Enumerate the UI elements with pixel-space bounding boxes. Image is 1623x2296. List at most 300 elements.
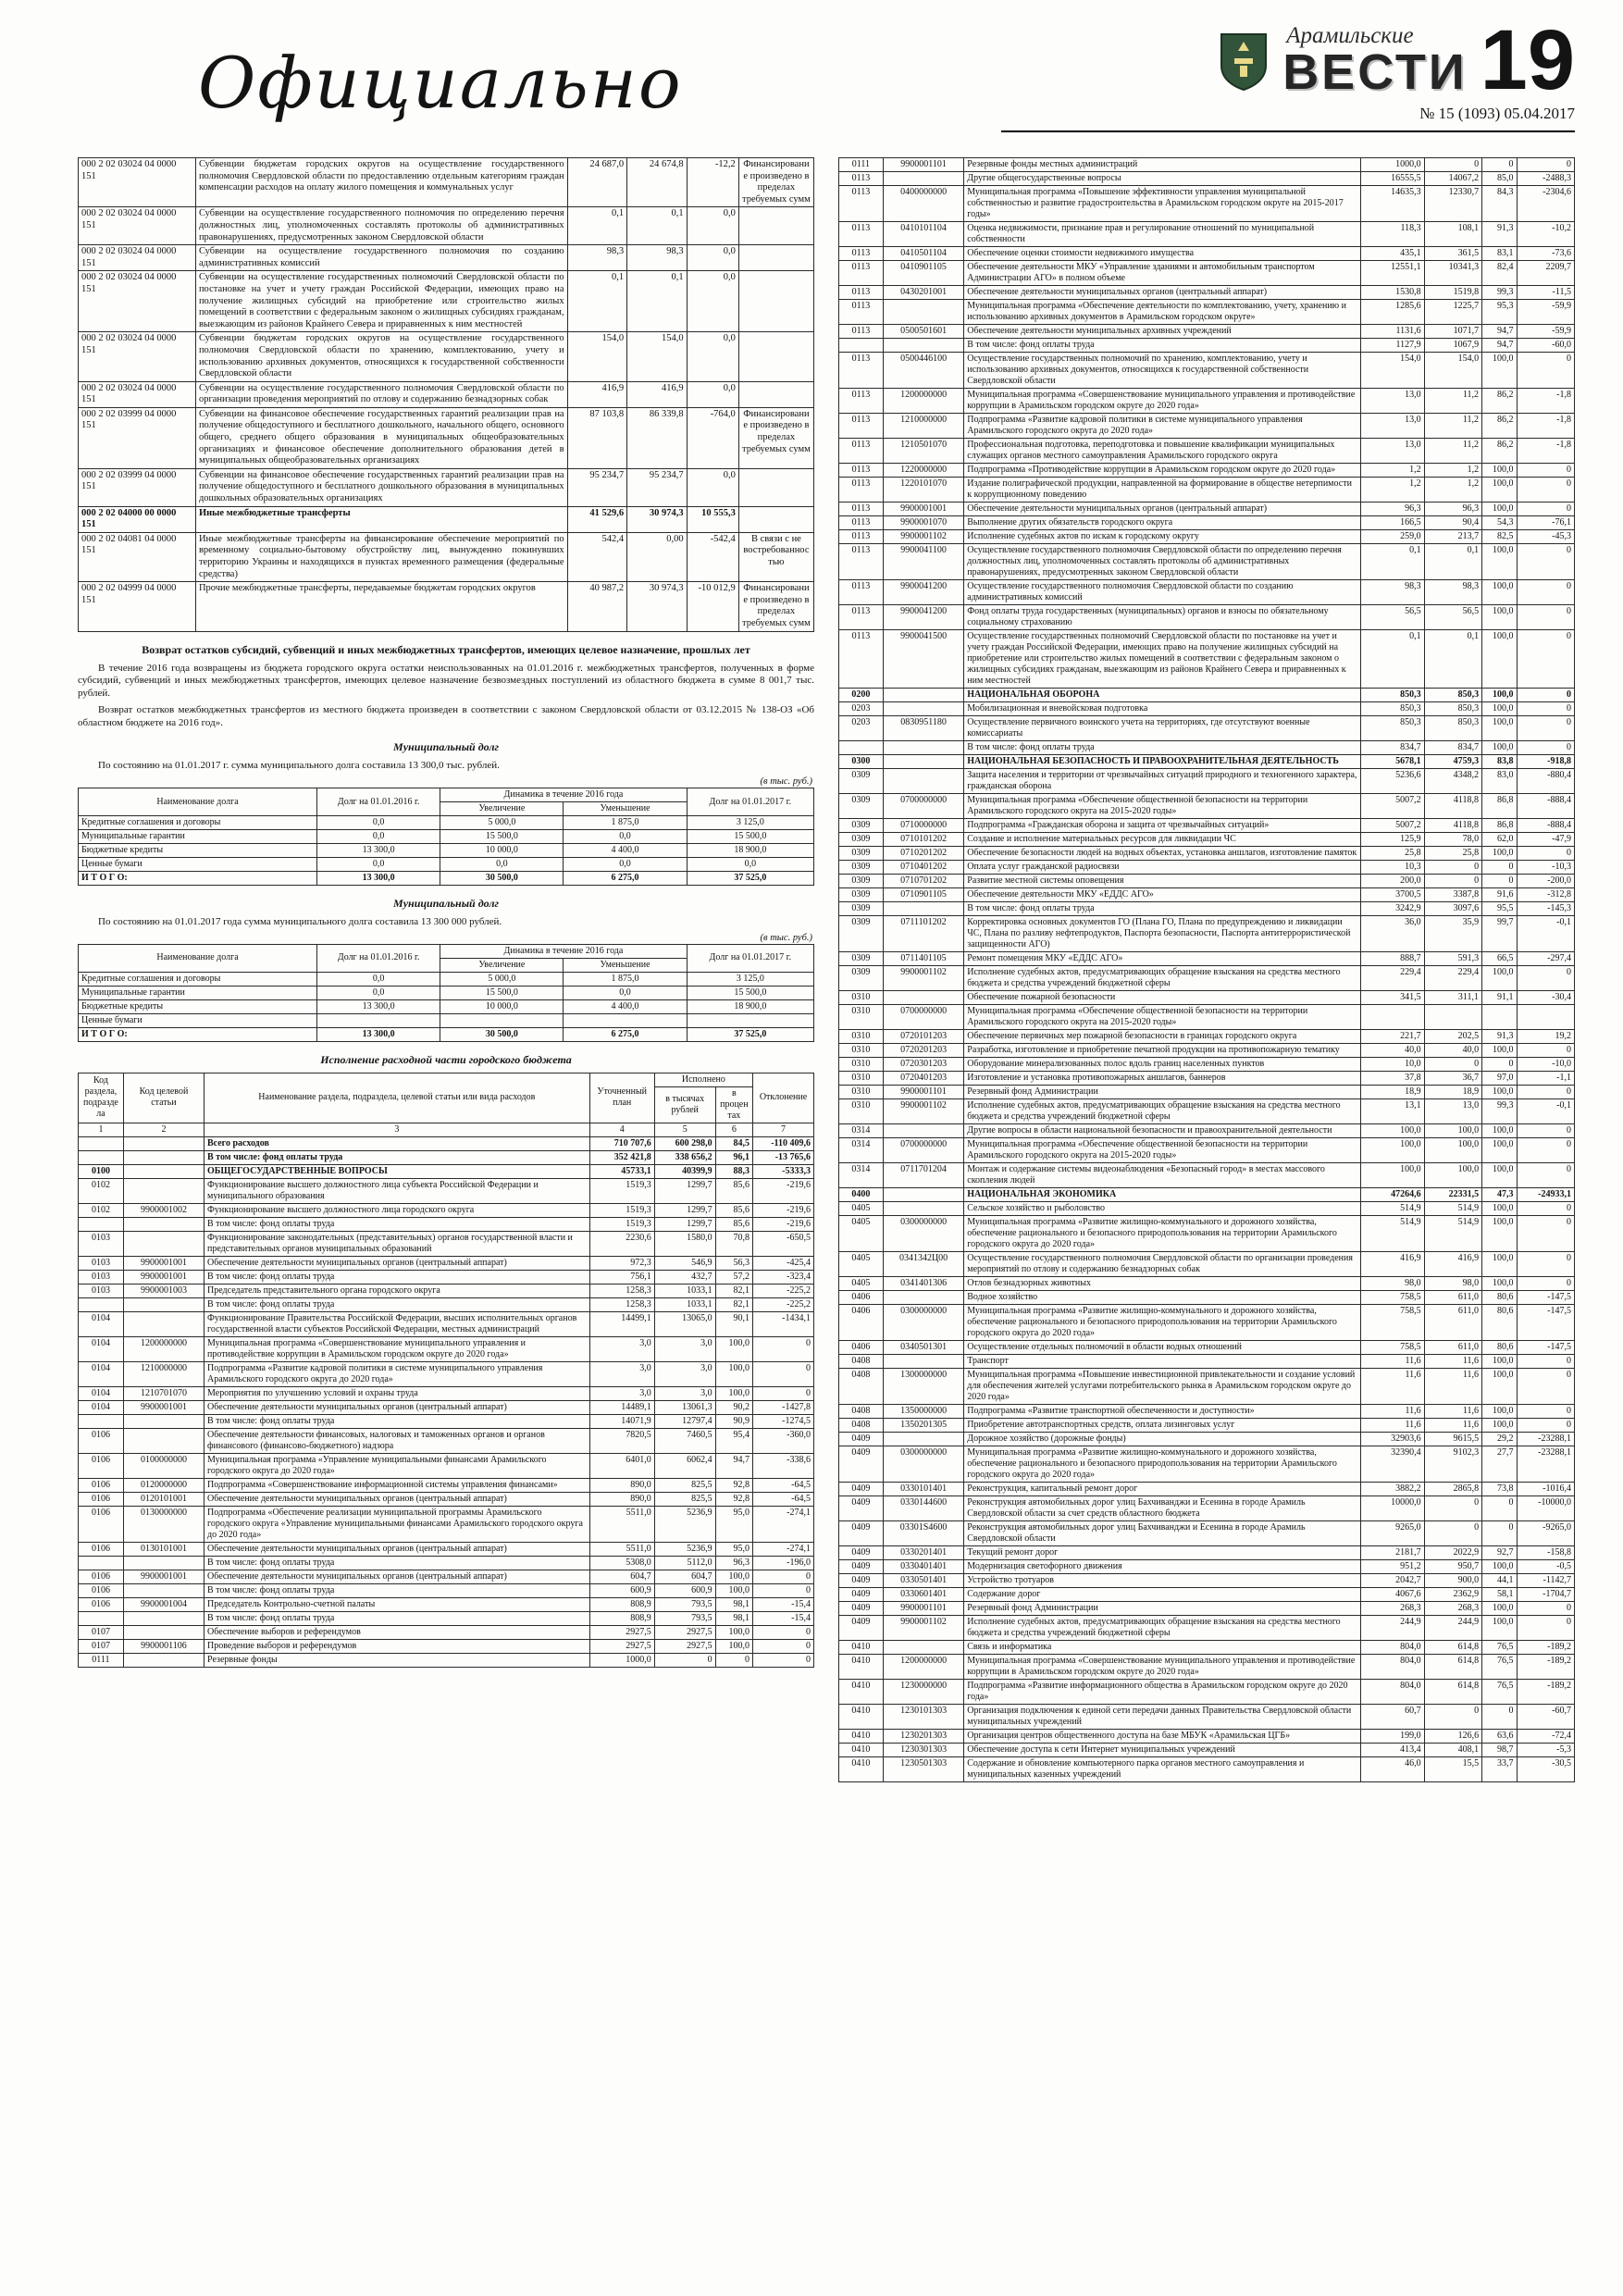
table-cell: 0100 — [79, 1164, 124, 1178]
table-cell: 40,0 — [1424, 1044, 1481, 1058]
table-cell: Муниципальная программа «Обеспечение общественной безопасности на территории Арамильского городского округа на 2015-2020 годы» — [964, 794, 1361, 819]
table-cell: 2209,7 — [1517, 261, 1574, 286]
table-cell: В том числе: фонд оплаты труда — [964, 741, 1361, 755]
table-cell: 91,3 — [1482, 1030, 1517, 1044]
table-cell: Всего расходов — [204, 1136, 590, 1150]
table-cell: 435,1 — [1360, 247, 1424, 261]
table-row — [79, 158, 814, 207]
table-cell: 37 525,0 — [687, 872, 813, 886]
table-cell: Организация центров общественного доступа на базе МБУК «Арамильская ЦГБ» — [964, 1730, 1361, 1744]
table-cell: 100,0 — [1482, 1277, 1517, 1291]
table-cell — [883, 1291, 963, 1305]
table-cell: 58,1 — [1482, 1588, 1517, 1602]
table-cell: 100,0 — [1482, 1419, 1517, 1433]
table-cell: 100,0 — [1482, 630, 1517, 689]
table-cell: 63,6 — [1482, 1730, 1517, 1744]
table-row — [839, 1496, 1575, 1521]
table-cell: Проведение выборов и референдумов — [204, 1639, 590, 1653]
table-cell: Обеспечение деятельности муниципальных органов (центральный аппарат) — [204, 1542, 590, 1556]
table-row — [79, 830, 814, 844]
table-cell: 47264,6 — [1360, 1188, 1424, 1202]
table-cell: 15,5 — [1424, 1757, 1481, 1782]
table-cell: 341,5 — [1360, 991, 1424, 1005]
table-row — [79, 1583, 814, 1597]
table-cell: 4118,8 — [1424, 794, 1481, 819]
table-row — [839, 916, 1575, 952]
table-row — [839, 247, 1575, 261]
table-cell: 600,9 — [589, 1583, 654, 1597]
table-cell: 0 — [1482, 158, 1517, 172]
table-cell: -110 409,6 — [753, 1136, 814, 1150]
table-cell: 76,5 — [1482, 1680, 1517, 1705]
table-cell: 0203 — [839, 716, 884, 741]
table-cell: 2181,7 — [1360, 1546, 1424, 1560]
table-cell: 0410101104 — [883, 222, 963, 247]
table-cell: 793,5 — [654, 1597, 715, 1611]
table-cell: Развитие местной системы оповещения — [964, 875, 1361, 888]
table-cell: 0 — [1482, 1705, 1517, 1730]
table-cell: 0 — [1517, 1369, 1574, 1405]
table-cell: 0,1 — [627, 271, 688, 332]
table-cell: 604,7 — [654, 1570, 715, 1583]
table-cell: 86,8 — [1482, 794, 1517, 819]
table-cell: 100,0 — [1482, 702, 1517, 716]
left-column — [78, 157, 814, 1782]
table-cell: 95,0 — [715, 1506, 752, 1542]
table-cell — [883, 1433, 963, 1446]
table-cell — [738, 506, 813, 532]
table-row — [79, 999, 814, 1013]
table-cell: 972,3 — [589, 1256, 654, 1270]
table-cell: 1 875,0 — [564, 972, 687, 986]
table-cell: 1210701070 — [123, 1386, 204, 1400]
table-cell: Обеспечение деятельности МКУ «ЕДДС АГО» — [964, 888, 1361, 902]
table-cell: 11,2 — [1424, 389, 1481, 414]
table-row — [79, 1428, 814, 1453]
table-cell: 15 500,0 — [440, 830, 564, 844]
table-cell: 888,7 — [1360, 952, 1424, 966]
table-cell: 0710000000 — [883, 819, 963, 833]
table-cell: 0409 — [839, 1433, 884, 1446]
table-row — [79, 872, 814, 886]
table-cell: 3,0 — [654, 1361, 715, 1386]
table-cell: Обеспечение деятельности МКУ «Управление зданиями и автомобильным транспортом Администрации АГО» в полном объеме — [964, 261, 1361, 286]
table-cell: 100,0 — [1482, 503, 1517, 516]
table-cell: Изготовление и установка противопожарных аншлагов, баннеров — [964, 1072, 1361, 1086]
table-cell: 951,2 — [1360, 1560, 1424, 1574]
table-cell: 100,0 — [1424, 1138, 1481, 1163]
debt1-intro: По состоянию на 01.01.2017 г. сумма муниципального долга составила 13 300,0 тыс. рублей. — [98, 760, 500, 772]
table-cell: Обеспечение деятельности муниципальных органов (центральный аппарат) — [204, 1256, 590, 1270]
table-cell: 40,0 — [1360, 1044, 1424, 1058]
table-cell: 1220101070 — [883, 478, 963, 503]
table-cell: 0710901105 — [883, 888, 963, 902]
table-cell: 0,1 — [627, 207, 688, 245]
table-cell: 0120000000 — [123, 1478, 204, 1492]
table-cell: -147,5 — [1517, 1305, 1574, 1341]
table-cell: 1519,3 — [589, 1203, 654, 1217]
table-row — [79, 207, 814, 245]
table-cell: ОБЩЕГОСУДАРСТВЕННЫЕ ВОПРОСЫ — [204, 1164, 590, 1178]
table-cell: 94,7 — [715, 1453, 752, 1478]
table-cell: 614,8 — [1424, 1641, 1481, 1655]
table-cell: 1220000000 — [883, 464, 963, 478]
table-row — [839, 1705, 1575, 1730]
table-row — [79, 1284, 814, 1297]
table-cell: Фонд оплаты труда государственных (муниципальных) органов и взносы по обязательному социальному страхованию — [964, 605, 1361, 630]
table-row — [839, 1369, 1575, 1405]
table-cell — [883, 741, 963, 755]
table-cell: 0203 — [839, 702, 884, 716]
table-cell: 000 2 02 03024 04 0000 151 — [79, 271, 196, 332]
table-cell: 0,0 — [317, 986, 440, 999]
brand-top-label: Арамильские — [1286, 23, 1414, 48]
table-cell: Содержание дорог — [964, 1588, 1361, 1602]
table-row — [839, 741, 1575, 755]
table-cell: Финансирование произведено в пределах требуемых сумм — [738, 582, 813, 631]
table-cell: 9900001102 — [883, 966, 963, 991]
table-cell: 804,0 — [1360, 1680, 1424, 1705]
table-cell: 850,3 — [1424, 702, 1481, 716]
table-cell: 14489,1 — [589, 1400, 654, 1414]
table-cell: Муниципальная программа «Обеспечение общественной безопасности на территории Арамильского городского округа на 2015-2020 годы» — [964, 1138, 1361, 1163]
table-cell: 804,0 — [1360, 1641, 1424, 1655]
table-cell — [79, 1150, 124, 1164]
table-row — [79, 972, 814, 986]
table-cell: Другие общегосударственные вопросы — [964, 172, 1361, 186]
table-cell — [123, 1217, 204, 1231]
table-cell: 95 234,7 — [567, 468, 627, 506]
table-cell: 15 500,0 — [687, 830, 813, 844]
table-cell: 0113 — [839, 414, 884, 439]
table-cell: 3,0 — [654, 1386, 715, 1400]
table-cell: 804,0 — [1360, 1655, 1424, 1680]
table-cell: 0 — [1517, 503, 1574, 516]
table-cell: 0410 — [839, 1730, 884, 1744]
table-cell: Исполнение судебных актов, предусматривающих обращение взыскания на средства местного бюджета и средства учреждений бюджетной сферы — [964, 966, 1361, 991]
table-cell: 32390,4 — [1360, 1446, 1424, 1483]
table-cell: Оценка недвижимости, признание прав и регулирование отношений по муниципальной собственности — [964, 222, 1361, 247]
table-row — [839, 464, 1575, 478]
table-cell: Муниципальная программа «Совершенствование муниципального управления и противодействие коррупции в Арамильском городском округе до 2020 года» — [204, 1336, 590, 1361]
table-cell: И Т О Г О: — [79, 872, 317, 886]
table-cell: 0,1 — [567, 207, 627, 245]
table-cell: 2927,5 — [589, 1625, 654, 1639]
table-cell: 0104 — [79, 1336, 124, 1361]
table-cell: Подпрограмма «Развитие кадровой политики в системе муниципального управления Арамильского городского округа до 2020 года» — [964, 414, 1361, 439]
table-row — [839, 605, 1575, 630]
table-row — [839, 325, 1575, 339]
table-cell: 41 529,6 — [567, 506, 627, 532]
table-row — [79, 1361, 814, 1386]
table-row — [79, 858, 814, 872]
table-row — [79, 1556, 814, 1570]
table-cell: Оплата услуг гражданской радиосвязи — [964, 861, 1361, 875]
table-cell: 40399,9 — [654, 1164, 715, 1178]
table-cell: Сельское хозяйство и рыболовство — [964, 1202, 1361, 1216]
table-cell: 1210000000 — [883, 414, 963, 439]
table-cell: 514,9 — [1360, 1216, 1424, 1252]
table-cell: -1427,8 — [753, 1400, 814, 1414]
table-cell: 90,9 — [715, 1414, 752, 1428]
table-cell: 86 339,8 — [627, 407, 688, 468]
table-row — [839, 300, 1575, 325]
table-cell: -72,4 — [1517, 1730, 1574, 1744]
table-row — [839, 1305, 1575, 1341]
table-cell: 86,2 — [1482, 414, 1517, 439]
table-cell: -918,8 — [1517, 755, 1574, 769]
table-cell: 1300000000 — [883, 1369, 963, 1405]
table-cell — [883, 991, 963, 1005]
table-cell: 834,7 — [1424, 741, 1481, 755]
table-cell: 0405 — [839, 1277, 884, 1291]
table-cell: 0113 — [839, 516, 884, 530]
table-row — [79, 1164, 814, 1178]
table-cell: Бюджетные кредиты — [79, 999, 317, 1013]
table-cell: 0341342Ц00 — [883, 1252, 963, 1277]
table-cell: Председатель Контрольно-счетной палаты — [204, 1597, 590, 1611]
table-cell: 4348,2 — [1424, 769, 1481, 794]
table-cell: 0103 — [79, 1231, 124, 1256]
table-cell: -147,5 — [1517, 1341, 1574, 1355]
table-cell: -1,1 — [1517, 1072, 1574, 1086]
table-cell: 808,9 — [589, 1611, 654, 1625]
table-cell: -225,2 — [753, 1297, 814, 1311]
table-row — [839, 389, 1575, 414]
table-cell: 361,5 — [1424, 247, 1481, 261]
table-cell: 0700000000 — [883, 1005, 963, 1030]
table-cell: Приобретение автотранспортных средств, оплата лизинговых услуг — [964, 1419, 1361, 1433]
table-cell: 0103 — [79, 1256, 124, 1270]
table-cell — [839, 741, 884, 755]
table-cell: 98,3 — [1360, 580, 1424, 605]
table-cell — [883, 755, 963, 769]
table-cell: 1 — [79, 1123, 124, 1136]
table-cell: 0410 — [839, 1655, 884, 1680]
table-cell: 0340501301 — [883, 1341, 963, 1355]
table-cell: 5 000,0 — [440, 816, 564, 830]
table-row — [79, 1136, 814, 1150]
table-row — [79, 1492, 814, 1506]
table-cell: 0113 — [839, 389, 884, 414]
table-cell: 0 — [1517, 1163, 1574, 1188]
table-cell: 0 — [1424, 1521, 1481, 1546]
table-cell: 0310 — [839, 1044, 884, 1058]
table-cell: 0 — [1424, 1705, 1481, 1730]
execution-table-right — [838, 157, 1575, 1782]
debt2-col-inc: Увеличение — [440, 958, 564, 972]
table-cell: 259,0 — [1360, 530, 1424, 544]
table-cell: 11,6 — [1424, 1369, 1481, 1405]
table-cell: 88,3 — [715, 1164, 752, 1178]
masthead-right — [1001, 12, 1575, 132]
table-cell: 0,1 — [1424, 544, 1481, 580]
table-cell: 000 2 02 03024 04 0000 151 — [79, 332, 196, 381]
exec-col-deviation: Отклонение — [753, 1073, 814, 1123]
table-cell: 890,0 — [589, 1478, 654, 1492]
table-cell: 1350201305 — [883, 1419, 963, 1433]
table-cell: Связь и информатика — [964, 1641, 1361, 1655]
table-cell: 0103 — [79, 1284, 124, 1297]
table-cell — [883, 769, 963, 794]
table-row — [839, 1291, 1575, 1305]
table-cell: 1033,1 — [654, 1284, 715, 1297]
debt1-col-inc: Увеличение — [440, 802, 564, 816]
table-row — [79, 1013, 814, 1027]
table-cell: -10,0 — [1517, 1058, 1574, 1072]
table-cell: Муниципальная программа «Обеспечение деятельности по комплектованию, учету, хранению и использованию архивных документов в Арамильском городском округе» — [964, 300, 1361, 325]
table-row — [839, 819, 1575, 833]
table-cell: 0 — [1424, 1496, 1481, 1521]
table-cell: 100,0 — [1482, 1602, 1517, 1616]
table-row — [839, 769, 1575, 794]
table-cell: 756,1 — [589, 1270, 654, 1284]
table-cell: 0 — [1517, 1405, 1574, 1419]
table-cell: 0406 — [839, 1305, 884, 1341]
table-cell: 0 — [1517, 689, 1574, 702]
table-cell: 0113 — [839, 286, 884, 300]
table-cell: 0 — [1517, 605, 1574, 630]
table-cell: 14067,2 — [1424, 172, 1481, 186]
table-cell: 416,9 — [1360, 1252, 1424, 1277]
table-cell: Водное хозяйство — [964, 1291, 1361, 1305]
table-cell: 100,0 — [1482, 1405, 1517, 1419]
table-cell: 0104 — [79, 1386, 124, 1400]
table-row — [839, 1744, 1575, 1757]
table-cell — [123, 1556, 204, 1570]
table-cell: 0410 — [839, 1757, 884, 1782]
table-cell: 6401,0 — [589, 1453, 654, 1478]
table-cell: 0102 — [79, 1203, 124, 1217]
table-cell: -274,1 — [753, 1542, 814, 1556]
table-cell: 5236,9 — [654, 1542, 715, 1556]
table-cell: 0 — [1517, 580, 1574, 605]
table-row — [79, 332, 814, 381]
table-cell: 0 — [1517, 630, 1574, 689]
table-cell: 0113 — [839, 261, 884, 286]
table-cell: Осуществление государственных полномочий по хранению, комплектованию, учету и использованию архивных документов, относящихся к государственной собственности Свердловской области — [964, 353, 1361, 389]
table-cell: 0409 — [839, 1574, 884, 1588]
table-cell: 213,7 — [1424, 530, 1481, 544]
table-cell: Субвенции бюджетам городских округов на осуществление государственного полномочия Свердловской области по предоставлению отдельным категориям граждан компенсации расходов на оплату жилого помещения и коммунальных услуг — [195, 158, 567, 207]
table-cell: -64,5 — [753, 1478, 814, 1492]
table-row — [839, 1099, 1575, 1124]
table-cell: 0102 — [79, 1178, 124, 1203]
table-cell — [738, 245, 813, 271]
debt1-col-2017: Долг на 01.01.2017 г. — [687, 788, 813, 816]
table-cell: 5236,9 — [654, 1506, 715, 1542]
table-cell: Финансирование произведено в пределах требуемых сумм — [738, 158, 813, 207]
table-cell: -2488,3 — [1517, 172, 1574, 186]
table-cell: 0200 — [839, 689, 884, 702]
table-cell: 100,0 — [1482, 966, 1517, 991]
table-cell: 100,0 — [1482, 464, 1517, 478]
table-row — [839, 261, 1575, 286]
table-cell: 2927,5 — [654, 1639, 715, 1653]
table-cell: 4 400,0 — [564, 999, 687, 1013]
table-cell: -425,4 — [753, 1256, 814, 1270]
table-cell: 36,7 — [1424, 1072, 1481, 1086]
table-cell: -0,1 — [1517, 1099, 1574, 1124]
table-cell: 45733,1 — [589, 1164, 654, 1178]
table-row — [839, 439, 1575, 464]
table-cell: 6 — [715, 1123, 752, 1136]
table-cell: 57,2 — [715, 1270, 752, 1284]
table-cell: 35,9 — [1424, 916, 1481, 952]
table-cell: 0720101203 — [883, 1030, 963, 1044]
table-row — [839, 875, 1575, 888]
table-cell: 0113 — [839, 439, 884, 464]
table-cell: 0409 — [839, 1546, 884, 1560]
table-cell: 0309 — [839, 794, 884, 819]
right-column — [838, 157, 1575, 1782]
table-cell: В том числе: фонд оплаты труда — [204, 1583, 590, 1597]
table-cell: -5,3 — [1517, 1744, 1574, 1757]
table-cell: 0330101401 — [883, 1483, 963, 1496]
table-cell: 1519,3 — [589, 1217, 654, 1231]
table-cell: 0309 — [839, 966, 884, 991]
table-cell: -45,3 — [1517, 530, 1574, 544]
table-row — [839, 414, 1575, 439]
table-cell: 0 — [753, 1639, 814, 1653]
table-cell: 0409 — [839, 1446, 884, 1483]
table-cell: 000 2 02 03999 04 0000 151 — [79, 468, 196, 506]
table-cell: 0 — [753, 1583, 814, 1597]
table-cell: 91,3 — [1482, 222, 1517, 247]
table-cell: 6 275,0 — [564, 872, 687, 886]
table-cell: 0,0 — [317, 830, 440, 844]
table-row — [79, 844, 814, 858]
table-cell: -30,4 — [1517, 991, 1574, 1005]
table-cell — [883, 1188, 963, 1202]
table-cell: 268,3 — [1424, 1602, 1481, 1616]
table-cell — [79, 1611, 124, 1625]
table-cell: Защита населения и территории от чрезвычайных ситуаций природного и техногенного характера, гражданская оборона — [964, 769, 1361, 794]
table-cell: -13 765,6 — [753, 1150, 814, 1164]
table-cell: Муниципальная программа «Совершенствование муниципального управления и противодействие коррупции в Арамильском городском округе до 2020 года» — [964, 389, 1361, 414]
table-cell: 3,0 — [589, 1386, 654, 1400]
table-cell: 0314 — [839, 1163, 884, 1188]
table-cell: 600 298,0 — [654, 1136, 715, 1150]
table-row — [79, 1597, 814, 1611]
table-cell: 0409 — [839, 1560, 884, 1574]
table-row — [839, 1202, 1575, 1216]
table-cell: 000 2 02 04999 04 0000 151 — [79, 582, 196, 631]
table-cell: 85,6 — [715, 1217, 752, 1231]
table-cell: -189,2 — [1517, 1655, 1574, 1680]
table-cell: Мобилизационная и вневойсковая подготовка — [964, 702, 1361, 716]
table-row — [839, 1086, 1575, 1099]
table-cell: 95,5 — [1482, 902, 1517, 916]
table-cell: 0405 — [839, 1216, 884, 1252]
table-cell: 1230101303 — [883, 1705, 963, 1730]
table-row — [839, 286, 1575, 300]
table-row — [839, 530, 1575, 544]
table-row — [839, 1588, 1575, 1602]
table-cell: 0 — [1424, 1058, 1481, 1072]
table-cell: Иные межбюджетные трансферты на финансирование обеспечение мероприятий по временному социально-бытовому обустройству лиц, вынужденно покинувших территорию Украины и находящихся в пунктах временного размещения (федеральные средства) — [195, 532, 567, 581]
table-cell: 9900001002 — [123, 1203, 204, 1217]
table-cell: 6062,4 — [654, 1453, 715, 1478]
table-cell: 5007,2 — [1360, 794, 1424, 819]
table-cell: 9900001004 — [123, 1597, 204, 1611]
table-cell: 5511,0 — [589, 1506, 654, 1542]
table-cell: 90,2 — [715, 1400, 752, 1414]
table-cell: 0410 — [839, 1680, 884, 1705]
table-cell: 2927,5 — [654, 1625, 715, 1639]
table-cell: 7460,5 — [654, 1428, 715, 1453]
table-cell: 100,0 — [1482, 1086, 1517, 1099]
